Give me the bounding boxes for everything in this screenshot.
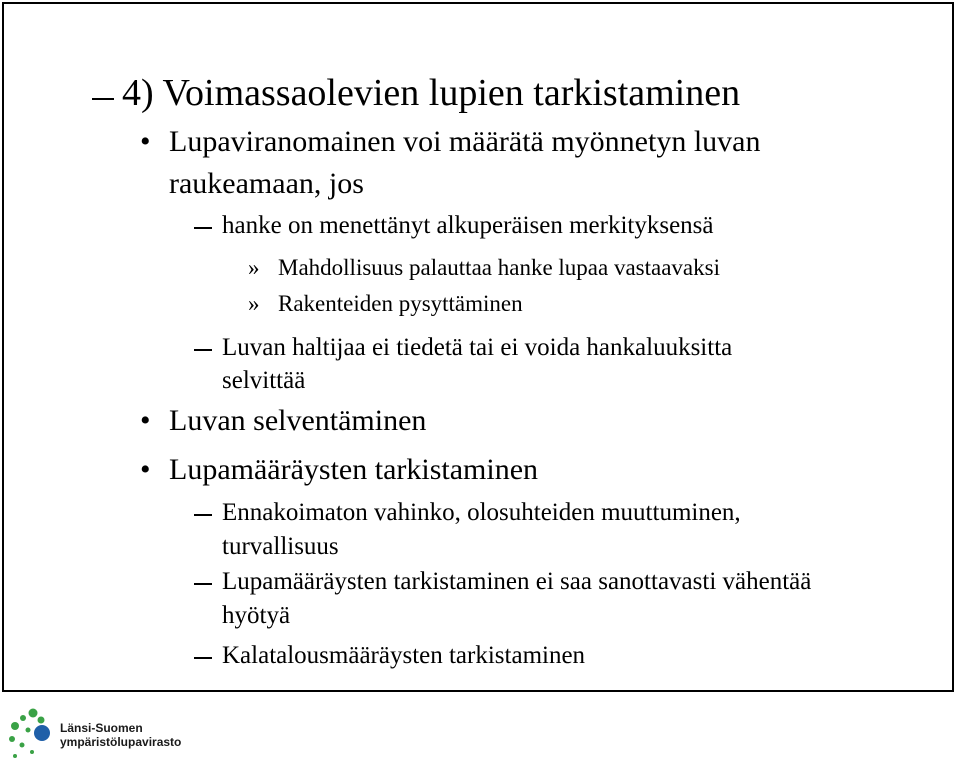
title-dash — [92, 98, 114, 100]
dash-icon — [194, 227, 212, 229]
item-3-line-1: Mahdollisuus palauttaa hanke lupaa vastaavaksi — [278, 255, 720, 280]
dash-icon — [194, 349, 212, 351]
subbullet-icon: » — [248, 291, 260, 316]
item-7-line-1: Lupamääräysten tarkistaminen — [169, 453, 539, 486]
item-6-line-1: Luvan selventäminen — [169, 404, 427, 437]
item-8-line-1: Ennakoimaton vahinko, olosuhteiden muuttuminen, — [222, 499, 741, 526]
bullet-icon: • — [140, 404, 151, 437]
slide-frame — [2, 2, 954, 692]
subbullet-icon: » — [248, 255, 260, 280]
item-10-line-1: Kalatalousmääräysten tarkistaminen — [222, 642, 586, 669]
item-1-line-2: raukeamaan, jos — [169, 167, 364, 200]
footer — [0, 698, 960, 767]
agency-name-line-1: Länsi-Suomen — [60, 721, 143, 735]
agency-name-line-2: ympäristölupavirasto — [60, 735, 182, 749]
item-2-line-1: hanke on menettänyt alkuperäisen merkityksensä — [222, 212, 714, 239]
item-8-line-2: turvallisuus — [222, 533, 339, 560]
slide-title: 4) Voimassaolevien lupien tarkistaminen — [122, 72, 741, 114]
agency-logo-text — [60, 721, 181, 749]
bullet-icon: • — [140, 453, 151, 486]
item-4-line-1: Rakenteiden pysyttäminen — [278, 291, 523, 316]
dash-icon — [194, 657, 212, 659]
dash-icon — [194, 514, 212, 516]
item-5-line-2: selvittää — [222, 367, 306, 394]
item-1-line-1: Lupaviranomainen voi määrätä myönnetyn luvan — [169, 125, 761, 158]
item-9-line-1: Lupamääräysten tarkistaminen ei saa sanottavasti vähentää — [222, 568, 812, 595]
item-9-line-2: hyötyä — [222, 602, 291, 629]
dash-icon — [194, 583, 212, 585]
bullet-icon: • — [140, 125, 151, 158]
item-5-line-1: Luvan haltijaa ei tiedetä tai ei voida hankaluuksitta — [222, 334, 733, 361]
agency-logo-icon — [6, 706, 50, 762]
